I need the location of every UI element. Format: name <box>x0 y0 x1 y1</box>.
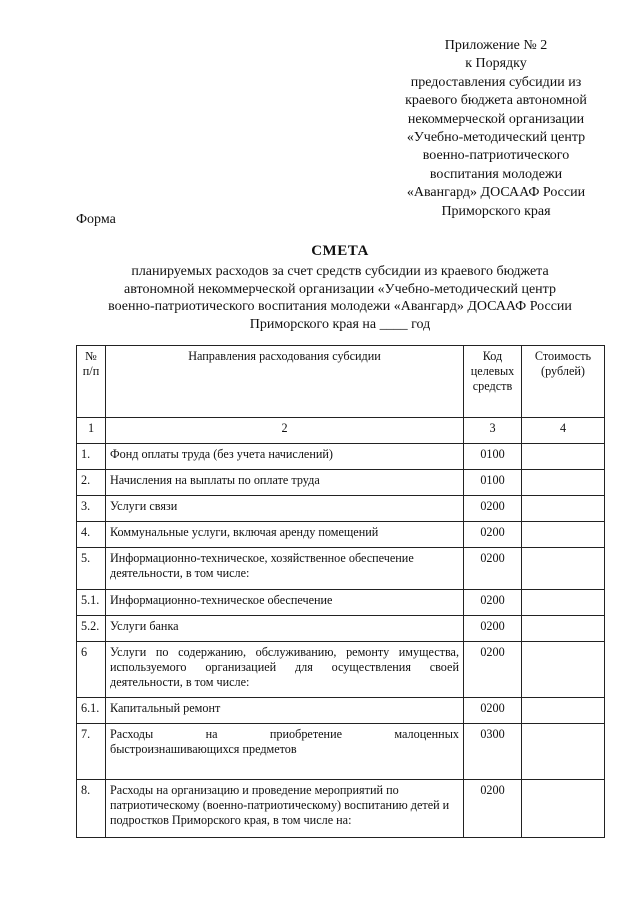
row-code: 0200 <box>464 522 522 548</box>
row-num: 6.1. <box>77 698 106 724</box>
table-row <box>77 698 605 724</box>
table-row <box>77 470 605 496</box>
appendix-line: некоммерческой организации <box>407 111 585 127</box>
row-text: Услуги банка <box>106 616 464 642</box>
appendix-line: Приморского края <box>441 203 551 219</box>
document-subtitle <box>70 263 610 333</box>
appendix-line: «Авангард» ДОСААФ России <box>406 185 586 201</box>
column-number: 2 <box>106 418 464 444</box>
row-num: 5.1. <box>77 590 106 616</box>
row-text: Капитальный ремонт <box>106 698 464 724</box>
row-code: 0200 <box>464 590 522 616</box>
row-num: 4. <box>77 522 106 548</box>
row-text <box>106 724 464 780</box>
table-row <box>77 548 605 590</box>
appendix-line: к Порядку <box>465 56 527 72</box>
subtitle-line: Приморского края на ____ год <box>249 316 431 332</box>
appendix-line: предоставления субсидии из <box>410 74 582 90</box>
appendix-line: краевого бюджета автономной <box>405 93 587 109</box>
header-code: Код целевых средств <box>464 346 522 418</box>
row-cost <box>522 590 605 616</box>
appendix-line: «Учебно-методический центр <box>406 130 586 146</box>
row-code: 0200 <box>464 780 522 838</box>
subtitle-line: военно-патриотического воспитания молодежи «Авангард» ДОСААФ России <box>108 299 572 314</box>
row-code: 0100 <box>464 444 522 470</box>
row-num: 5. <box>77 548 106 590</box>
row-text-word: приобретение <box>269 727 343 741</box>
row-num: 1. <box>77 444 106 470</box>
row-num: 3. <box>77 496 106 522</box>
appendix-line: военно-патриотического <box>422 148 570 164</box>
table-row <box>77 444 605 470</box>
estimate-table <box>76 345 605 838</box>
row-num: 7. <box>77 724 106 780</box>
table-row <box>77 642 605 698</box>
row-text-word: на <box>205 727 218 741</box>
row-cost <box>522 522 605 548</box>
appendix-line: воспитания молодежи <box>429 166 563 182</box>
row-num: 2. <box>77 470 106 496</box>
row-text: Информационно-техническое, хозяйственное обеспечение деятельности, в том числе: <box>106 548 464 590</box>
row-cost <box>522 724 605 780</box>
row-num: 5.2. <box>77 616 106 642</box>
column-numbers-row <box>77 418 605 444</box>
row-text: Начисления на выплаты по оплате труда <box>106 470 464 496</box>
table-row <box>77 522 605 548</box>
row-code: 0200 <box>464 548 522 590</box>
subtitle-line: планируемых расходов за счет средств субсидии из краевого бюджета <box>131 264 549 279</box>
row-cost <box>522 548 605 590</box>
row-cost <box>522 470 605 496</box>
header-num: № п/п <box>77 346 106 418</box>
appendix-line: Приложение № 2 <box>444 38 548 53</box>
row-text: Фонд оплаты труда (без учета начислений) <box>106 444 464 470</box>
table-row <box>77 616 605 642</box>
column-number: 1 <box>77 418 106 444</box>
header-cost: Стоимость (рублей) <box>522 346 605 418</box>
row-text: Услуги связи <box>106 496 464 522</box>
row-cost <box>522 780 605 838</box>
row-text: Расходы на организацию и проведение мероприятий по патриотическому (военно-патриотическому) воспитанию детей и подростков Приморского края, в том числе на: <box>106 780 464 838</box>
row-text-word: малоценных <box>394 727 459 741</box>
subtitle-line: автономной некоммерческой организации «Учебно-методический центр <box>124 281 556 297</box>
row-num: 8. <box>77 780 106 838</box>
row-cost <box>522 444 605 470</box>
row-cost <box>522 698 605 724</box>
row-cost <box>522 616 605 642</box>
row-cost <box>522 642 605 698</box>
document-title: СМЕТА <box>311 243 369 259</box>
row-text-line: быстроизнашивающихся предметов <box>110 742 297 756</box>
appendix-header <box>378 37 614 221</box>
row-code: 0200 <box>464 496 522 522</box>
column-number: 4 <box>522 418 605 444</box>
row-text: Услуги по содержанию, обслуживанию, ремонту имущества, используемого организацией для осуществления своей деятельности, в том числе: <box>106 642 464 698</box>
table-row <box>77 496 605 522</box>
table-row <box>77 780 605 838</box>
row-text: Информационно-техническое обеспечение <box>106 590 464 616</box>
row-code: 0200 <box>464 642 522 698</box>
row-text-word: Расходы <box>110 727 154 741</box>
form-label: Форма <box>76 212 116 227</box>
row-num: 6 <box>77 642 106 698</box>
row-text-line <box>110 727 459 742</box>
row-text: Коммунальные услуги, включая аренду помещений <box>106 522 464 548</box>
row-code: 0200 <box>464 698 522 724</box>
column-number: 3 <box>464 418 522 444</box>
row-code: 0100 <box>464 470 522 496</box>
header-direction: Направления расходования субсидии <box>106 346 464 418</box>
row-code: 0200 <box>464 616 522 642</box>
row-code: 0300 <box>464 724 522 780</box>
table-header-row <box>77 346 605 418</box>
table-row <box>77 590 605 616</box>
row-cost <box>522 496 605 522</box>
table-row <box>77 724 605 780</box>
